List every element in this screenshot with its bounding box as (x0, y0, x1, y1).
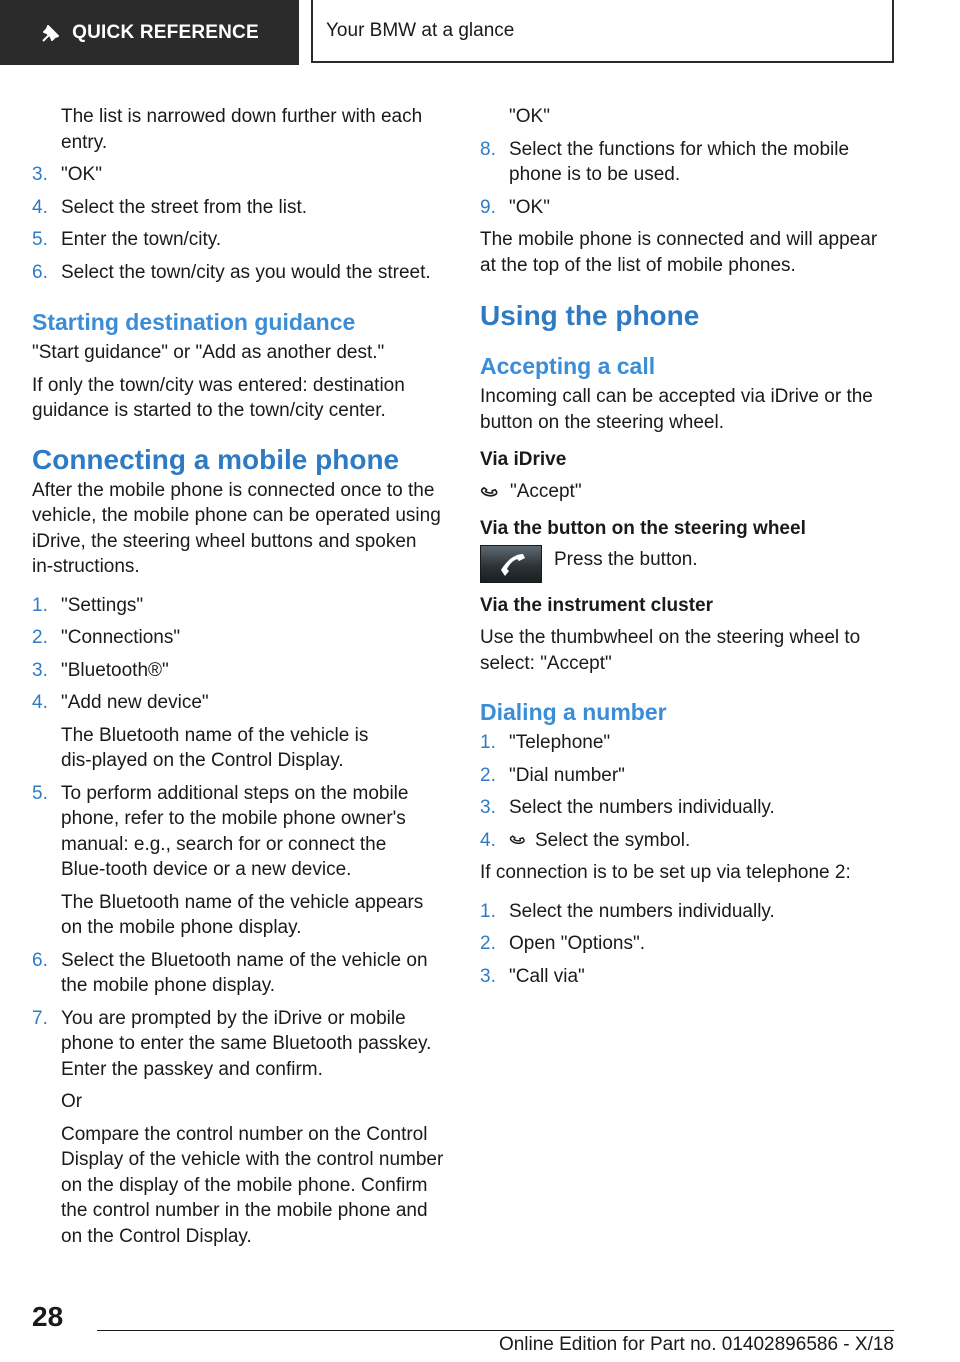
list-item: 4. "Add new device" (32, 692, 209, 713)
list-item: 9. "OK" (480, 196, 550, 218)
step-note: The Bluetooth name of the vehicle appears on the mobile phone display. (61, 891, 424, 938)
list-item: 1. "Settings" (32, 594, 144, 616)
list-item: 5. Enter the town/city. (32, 229, 222, 250)
list-item: 8. Select the functions for which the mobile phone is to be used. (480, 138, 850, 185)
heading-connecting-phone: Connecting a mobile phone (32, 443, 400, 475)
phone-handset-icon (481, 546, 541, 582)
list-item: 4. Select the street from the list. (32, 196, 308, 218)
footer-divider (97, 1330, 894, 1331)
via-idrive-label: Via iDrive (480, 449, 567, 470)
list-item: 2. "Connections" (32, 627, 181, 648)
steering-button-row: Press the button. (480, 545, 894, 583)
step-note: Compare the control number on the Control Display of the vehicle with the control number on the display of the mobile phone. Confirm the control number in the mobile phone and on the Control Display. (61, 1123, 444, 1247)
list-item: 1. "Telephone" (480, 732, 611, 753)
list-item: 5. To perform additional steps on the mobile phone, refer to the mobile phone owner's manual: e.g., search for or connect the Blue‑tooth device or a new device. (32, 782, 409, 880)
edition-text: Online Edition for Part no. 01402896586 - X/18 (498, 1334, 894, 1355)
heading-accepting-call: Accepting a call (480, 353, 656, 379)
guidance-text: "Start guidance" or "Add as another dest." (32, 342, 385, 363)
heading-using-phone: Using the phone (480, 300, 700, 331)
guidance-text: If only the town/city was entered: destination guidance is started to the town/city center. (32, 374, 405, 421)
step-note: Or (61, 1091, 83, 1112)
list-item: 3. Select the numbers individually. (480, 797, 775, 818)
list-item: 6. Select the Bluetooth name of the vehicle on the mobile phone display. (32, 949, 428, 996)
page-number: 28 (32, 1301, 64, 1332)
pin-icon (40, 22, 62, 44)
chapter-title: Your BMW at a glance (311, 0, 894, 63)
list-item: 1. Select the numbers individually. (480, 900, 775, 922)
via-button-label: Via the button on the steering wheel (480, 518, 806, 539)
section-label: QUICK REFERENCE (72, 21, 259, 43)
section-tab (0, 0, 299, 65)
list-item: 3. "OK" (32, 164, 102, 185)
list-item: 2. Open "Options". (480, 933, 646, 954)
accept-row: "Accept" (480, 479, 894, 505)
phone-icon (480, 481, 500, 501)
steering-phone-button-image (480, 545, 542, 583)
phone-icon (509, 830, 527, 848)
list-item: 4. Select the symbol. (480, 829, 691, 851)
list-item: 2. "Dial number" (480, 764, 625, 786)
phone2-text: If connection is to be set up via telephone 2: (480, 862, 851, 883)
narrow-note: The list is narrowed down further with each entry. (61, 106, 423, 153)
list-item: 3. "Bluetooth®" (32, 659, 169, 681)
list-item: 3. "Call via" (480, 965, 585, 987)
heading-starting-guidance: Starting destination guidance (32, 309, 356, 335)
heading-dialing-number: Dialing a number (480, 699, 667, 725)
left-column (32, 104, 448, 1249)
accept-text: Incoming call can be accepted via iDrive or the button on the steering wheel. (480, 386, 873, 433)
list-item: 6. Select the town/city as you would the street. (32, 261, 431, 283)
list-item: 7. You are prompted by the iDrive or mobile phone to enter the same Bluetooth passkey. Enter the passkey and confirm. (32, 1007, 432, 1080)
right-column (480, 104, 894, 989)
step-note: "OK" (509, 106, 550, 127)
cluster-text: Use the thumbwheel on the steering wheel to select: "Accept" (480, 627, 861, 674)
via-cluster-label: Via the instrument cluster (480, 594, 713, 616)
connect-intro: After the mobile phone is connected once to the vehicle, the mobile phone can be operated using iDrive, the steering wheel buttons and spoken in‑structions. (32, 479, 441, 577)
step-note: The Bluetooth name of the vehicle is dis‑played on the Control Display. (61, 724, 369, 771)
connected-text: The mobile phone is connected and will appear at the top of the list of mobile phones. (480, 229, 878, 276)
